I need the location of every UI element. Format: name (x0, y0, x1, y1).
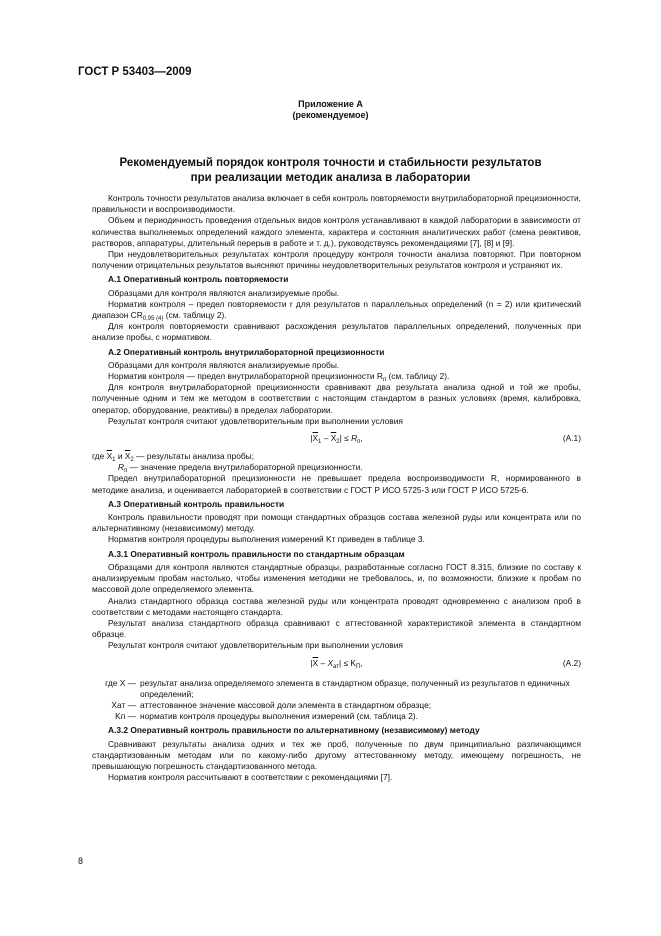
paragraph: Контроль правильности проводят при помощи стандартных образцов состава железной руды или концентрата или по альтернативному (независимому) методу. (92, 512, 581, 534)
subscript: 1 (112, 457, 116, 464)
paragraph: Результат контроля считают удовлетворительным при выполнении условия (108, 640, 403, 651)
definition-row (92, 678, 581, 700)
paragraph: Для контроля повторяемости сравнивают расхождения результатов параллельных определений, полученных при анализе пробы, с нормативом. (92, 321, 581, 343)
definition-symbol: Xат — (111, 699, 136, 710)
definition-text: результат анализа определяемого элемента в стандартном образце, полученный из результатов n единичных определений; (140, 677, 570, 699)
document-standard-number: ГОСТ Р 53403—2009 (78, 66, 192, 78)
paragraph: Предел внутрилабораторной прецизионности не превышает предела воспроизводимости R, нормированного в методике анализа, и оценивается лабораторией в соответствии с ГОСТ Р ИСО 5725-3 или ГОСТ Р ИСО 5725-6. (92, 473, 581, 495)
text-span: Норматив контроля – предел повторяемости r для результатов n параллельных определений (n = 2) или критический диапазон CR (92, 298, 581, 321)
paragraph: Сравнивают результаты анализа одних и тех же проб, полученные по двум принципиально различающимся стандартизованным методам или по какому-либо другому аттестованному методу, имеющему погрешность, не превышающую погрешность стандартизованного метода. (92, 738, 581, 771)
definition-symbol: где X — (105, 677, 136, 688)
formula-number: (А.2) (562, 657, 581, 668)
formula-expression: $|\overline{X}_1 - \overline{X}_2| \le R_п$, (310, 433, 363, 446)
text-span: (см. таблицу 2). (386, 371, 450, 382)
definition-text: норматив контроля процедуры выполнения измерений (см. таблица 2). (140, 711, 418, 722)
intro-paragraph: При неудовлетворительных результатах контроля процедуру контроля точности анализа повторяют. При повторном получении отрицательных результатов выясняют причины неудовлетворительных результатов контроля и устраняют их. (92, 249, 581, 271)
page-number: 8 (78, 856, 84, 866)
text-span: и (115, 451, 125, 462)
paragraph (92, 371, 581, 382)
paragraph: Образцами для контроля являются анализируемые пробы. (108, 287, 340, 298)
document-title-line-2: при реализации методик анализа в лаборатории (190, 172, 471, 184)
section-heading-a3-1: А.3.1 Оперативный контроль правильности по стандартным образцам (108, 548, 405, 559)
definition-row (92, 700, 581, 711)
formula-where (92, 451, 581, 462)
subscript: п (382, 377, 387, 384)
section-heading-a2: А.2 Оперативный контроль внутрилабораторной прецизионности (108, 346, 385, 357)
formula-definition (92, 462, 581, 473)
document-body (92, 193, 581, 783)
text-span: (см. таблицу 2). (163, 310, 227, 321)
definition-text: аттестованное значение массовой доли элемента в стандартном образце; (140, 699, 432, 710)
paragraph: Образцами для контроля являются стандартные образцы, разработанные согласно ГОСТ 8.315, близкие по составу к анализируемым пробам настолько, чтобы изменения методики не требовалось, и, по возможности, близкие к пробам по массовой доле определяемого элемента. (92, 561, 581, 595)
subscript: 0,95 (4) (142, 316, 164, 323)
paragraph: Для контроля внутрилабораторной прецизионности сравнивают два результата анализа одной и той же пробы, полученные одним и тем же методом в соответствии с настоящим стандартом в разных условиях (время, калибровка, оператор, оборудование, реактивы) в пределах лаборатории. (92, 382, 581, 415)
paragraph: Анализ стандартного образца состава железной руды или концентрата проводят одновременно с анализом проб в соответствии с методами настоящего стандарта. (92, 595, 581, 617)
section-heading-a3-2: А.3.2 Оперативный контроль правильности по альтернативному (независимому) методу (108, 725, 480, 736)
document-title-line-1: Рекомендуемый порядок контроля точности и стабильности результатов (119, 157, 542, 169)
appendix-title: Приложение А (298, 99, 363, 109)
subscript: 2 (130, 457, 134, 464)
text-span: Норматив контроля — предел внутрилабораторной прецизионности R (108, 371, 383, 382)
symbol: R (118, 462, 125, 473)
section-heading-a3: А.3 Оперативный контроль правильности (108, 498, 285, 509)
formula-number: (А.1) (562, 433, 581, 444)
paragraph: Результат контроля считают удовлетворительным при выполнении условия (108, 415, 403, 426)
formula-a1 (92, 427, 581, 451)
formula-a2 (92, 652, 581, 676)
intro-paragraph: Контроль точности результатов анализа включает в себя контроль повторяемости внутрилабораторной прецизионности, правильности и воспроизводимости. (92, 193, 581, 215)
paragraph: Результат анализа стандартного образца сравнивают с аттестованной характеристикой элемента в стандартном образце. (92, 617, 581, 640)
intro-paragraph: Объем и периодичность проведения отдельных видов контроля устанавливают в каждой лаборатории в зависимости от количества выполняемых определений каждого элемента, характера и состояния аналитических работ (смена реактивов, растворов, аппаратуры, длительный перерыв в работе и т. д.), руководствуясь рекомендациями [7], [8] и [9]. (92, 215, 581, 248)
appendix-subtitle: (рекомендуемое) (292, 110, 369, 120)
paragraph: Норматив контроля процедуры выполнения измерений Kт приведен в таблице 3. (108, 534, 425, 545)
symbol: $\overline{X}$ (124, 451, 131, 462)
definition-symbol: Kп — (115, 711, 136, 722)
paragraph (92, 299, 581, 321)
formula-expression: $|\overline{X} - X_{ат}| \le K_П$, (310, 657, 363, 670)
text-span: где (92, 451, 107, 462)
formula-definitions (92, 678, 581, 723)
text-span: — результаты анализа пробы; (133, 451, 255, 462)
text-span: — значение предела внутрилабораторной прецизионности. (127, 462, 363, 473)
definition-row (92, 711, 581, 722)
symbol: $\overline{X}$ (106, 451, 113, 462)
paragraph: Образцами для контроля являются анализируемые пробы. (108, 359, 340, 370)
section-heading-a1: А.1 Оперативный контроль повторяемости (108, 274, 289, 285)
paragraph: Норматив контроля рассчитывают в соответствии с рекомендациями [7]. (108, 772, 393, 783)
subscript: п (124, 468, 128, 475)
